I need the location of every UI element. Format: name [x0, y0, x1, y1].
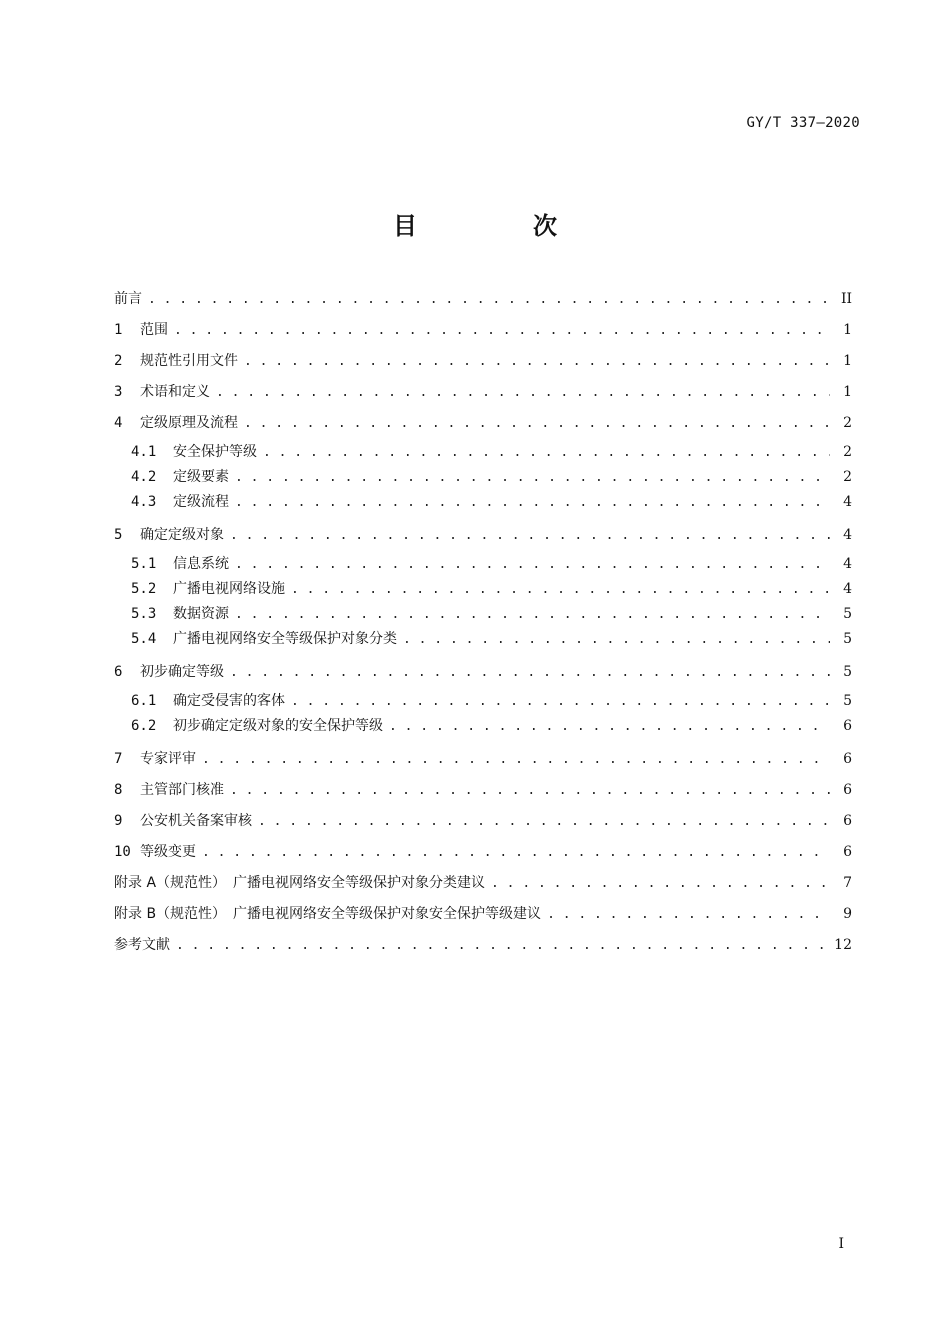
toc-entry[interactable]: [114, 380, 852, 411]
toc-entry-number: 4.2: [131, 469, 157, 485]
toc-dot-leader: [235, 555, 830, 575]
toc-entry-title: 安全保护等级: [173, 444, 257, 460]
toc-entry-number: 9: [114, 813, 123, 829]
toc-dot-leader: [230, 663, 830, 683]
toc-entry-title: 定级流程: [173, 494, 229, 510]
toc-dot-leader: [148, 290, 830, 310]
toc-entry[interactable]: [114, 467, 852, 492]
toc-entry-title: 信息系统: [173, 556, 229, 572]
toc-dot-leader: [244, 414, 830, 434]
toc-entry-page: II: [840, 291, 852, 307]
toc-entry-page: 7: [843, 875, 852, 891]
toc-entry-page: 5: [843, 606, 852, 622]
toc-entry-title: 广播电视网络设施: [173, 581, 285, 597]
toc-entry-page: 9: [843, 906, 852, 922]
toc-entry-page: 6: [843, 844, 852, 860]
toc-entry-number: 4: [114, 415, 123, 431]
toc-entry-page: 12: [834, 937, 852, 953]
toc-entry[interactable]: [114, 691, 852, 716]
toc-entry-page: 2: [843, 469, 852, 485]
toc-entry-page: 6: [843, 751, 852, 767]
toc-dot-leader: [258, 812, 830, 832]
toc-entry-page: 1: [843, 353, 852, 369]
toc-entry-title: 前言: [114, 291, 142, 307]
toc-entry-page: 2: [843, 444, 852, 460]
toc-entry-number: 8: [114, 782, 123, 798]
toc-entry-number: 10: [114, 844, 131, 860]
toc-dot-leader: [174, 321, 830, 341]
toc-dot-leader: [403, 630, 830, 650]
toc-dot-leader: [176, 936, 828, 956]
toc-entry-title: 定级要素: [173, 469, 229, 485]
toc-dot-leader: [547, 905, 830, 925]
toc-entry-title: 附录 A（规范性） 广播电视网络安全等级保护对象分类建议: [114, 875, 486, 891]
toc-entry-title: 专家评审: [140, 751, 196, 767]
toc-dot-leader: [389, 717, 830, 737]
toc-dot-leader: [491, 874, 830, 894]
toc-entry-title: 公安机关备案审核: [140, 813, 252, 829]
toc-entry-title: 规范性引用文件: [140, 353, 238, 369]
toc-entry[interactable]: [114, 287, 852, 318]
toc-entry[interactable]: [114, 840, 852, 871]
toc-entry-page: 4: [843, 527, 852, 543]
toc-dot-leader: [202, 843, 830, 863]
toc-entry-title: 范围: [140, 322, 168, 338]
toc-entry-title: 主管部门核准: [140, 782, 224, 798]
toc-entry[interactable]: [114, 716, 852, 741]
toc-entry-title: 初步确定定级对象的安全保护等级: [173, 718, 383, 734]
toc-entry-page: 4: [843, 581, 852, 597]
toc-entry-title: 定级原理及流程: [140, 415, 238, 431]
toc-entry-number: 6: [114, 664, 123, 680]
toc-entry-title: 术语和定义: [140, 384, 210, 400]
toc-entry-page: 4: [843, 556, 852, 572]
toc-entry-page: 6: [843, 813, 852, 829]
toc-entry-page: 5: [843, 664, 852, 680]
toc-entry-number: 1: [114, 322, 123, 338]
toc-entry-title: 确定受侵害的客体: [173, 693, 285, 709]
toc-dot-leader: [235, 493, 830, 513]
toc-dot-leader: [230, 526, 830, 546]
toc-entry[interactable]: [114, 809, 852, 840]
toc-entry[interactable]: [114, 871, 852, 902]
document-code: GY/T 337—2020: [746, 115, 860, 131]
toc-entry-number: 5.4: [131, 631, 157, 647]
toc-entry-page: 6: [843, 782, 852, 798]
toc-entry[interactable]: [114, 629, 852, 654]
toc-entry-number: 4.1: [131, 444, 157, 460]
toc-entry-number: 3: [114, 384, 123, 400]
page-number: I: [838, 1236, 844, 1252]
toc-dot-leader: [235, 605, 830, 625]
toc-entry[interactable]: [114, 579, 852, 604]
toc-entry-page: 5: [843, 631, 852, 647]
toc-entry-number: 5.1: [131, 556, 157, 572]
toc-entry-number: 4.3: [131, 494, 157, 510]
toc-entry[interactable]: [114, 778, 852, 809]
toc-dot-leader: [202, 750, 830, 770]
toc-entry-number: 7: [114, 751, 123, 767]
toc-entry-title: 初步确定等级: [140, 664, 224, 680]
toc-entry-page: 5: [843, 693, 852, 709]
toc-entry[interactable]: [114, 554, 852, 579]
toc-entry[interactable]: [114, 933, 852, 964]
toc-entry[interactable]: [114, 411, 852, 442]
toc-entry-number: 5: [114, 527, 123, 543]
toc-entry-title: 广播电视网络安全等级保护对象分类: [173, 631, 397, 647]
toc-entry-page: 1: [843, 322, 852, 338]
toc-entry[interactable]: [114, 523, 852, 554]
toc-entry-number: 6.1: [131, 693, 157, 709]
toc-entry[interactable]: [114, 492, 852, 517]
table-of-contents: [114, 287, 852, 964]
toc-entry[interactable]: [114, 660, 852, 691]
toc-entry-number: 5.3: [131, 606, 157, 622]
toc-entry-page: 2: [843, 415, 852, 431]
toc-dot-leader: [291, 692, 830, 712]
toc-entry-number: 2: [114, 353, 123, 369]
toc-entry[interactable]: [114, 442, 852, 467]
toc-entry-title: 数据资源: [173, 606, 229, 622]
toc-entry-title: 等级变更: [140, 844, 196, 860]
toc-dot-leader: [291, 580, 830, 600]
toc-entry-number: 6.2: [131, 718, 157, 734]
toc-dot-leader: [230, 781, 830, 801]
toc-entry-number: 5.2: [131, 581, 157, 597]
toc-entry-title: 附录 B（规范性） 广播电视网络安全等级保护对象安全保护等级建议: [114, 906, 542, 922]
toc-entry[interactable]: [114, 902, 852, 933]
toc-entry[interactable]: [114, 318, 852, 349]
toc-dot-leader: [235, 468, 830, 488]
toc-dot-leader: [216, 383, 830, 403]
toc-entry-page: 4: [843, 494, 852, 510]
toc-dot-leader: [263, 443, 830, 463]
toc-title: 目 次: [393, 212, 603, 240]
toc-dot-leader: [244, 352, 830, 372]
toc-entry-page: 1: [843, 384, 852, 400]
toc-entry-page: 6: [843, 718, 852, 734]
toc-entry[interactable]: [114, 604, 852, 629]
toc-entry[interactable]: [114, 349, 852, 380]
toc-entry-title: 参考文献: [114, 937, 170, 953]
toc-entry-title: 确定定级对象: [140, 527, 224, 543]
toc-entry[interactable]: [114, 747, 852, 778]
